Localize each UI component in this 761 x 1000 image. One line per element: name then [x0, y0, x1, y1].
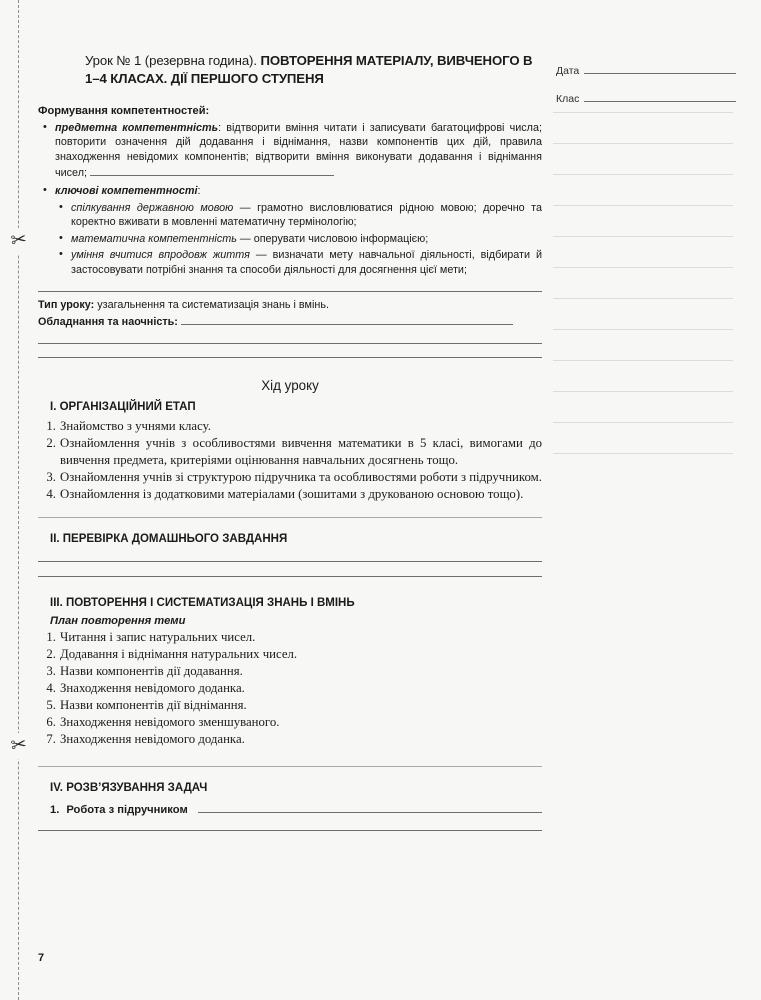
- lesson-number: Урок № 1 (резервна година).: [85, 53, 257, 68]
- list-item: 4. Знаходження невідомого доданка.: [46, 681, 245, 696]
- key-competency-text: — оперувати числовою інформацією;: [236, 232, 429, 245]
- list-item: 3. Назви компонентів дії додавання.: [46, 664, 243, 679]
- note-rule-line[interactable]: [553, 453, 733, 454]
- competency-subject-term: предметна компетентність: [55, 121, 219, 134]
- list-item-text: Знаходження невідомого зменшуваного.: [60, 714, 280, 729]
- section-divider: [38, 517, 542, 518]
- list-item-text: Назви компонентів дії додавання.: [60, 664, 243, 679]
- competency-key: [38, 184, 542, 277]
- revision-plan-list: [38, 629, 542, 748]
- list-item: 6. Знаходження невідомого зменшуваного.: [46, 714, 280, 729]
- date-row: [556, 62, 736, 77]
- note-rule-line[interactable]: [553, 267, 733, 268]
- key-competency-list: [55, 201, 542, 278]
- page-title: [38, 52, 542, 89]
- section-heading-iii: III. ПОВТОРЕННЯ І СИСТЕМАТИЗАЦІЯ ЗНАНЬ І ВМІНЬ: [50, 597, 355, 610]
- list-item: [55, 248, 542, 277]
- list-item-text: Ознайомлення із додатковими матеріалами (зошитами з друкованою основою тощо).: [60, 487, 524, 502]
- list-item-text: Додавання і віднімання натуральних чисел.: [60, 647, 298, 662]
- lesson-type-label: Тип уроку:: [38, 299, 95, 312]
- competencies-heading: Формування компетентностей:: [38, 104, 210, 117]
- date-label: Дата: [556, 65, 580, 77]
- note-rule-line[interactable]: [553, 391, 733, 392]
- notes-ruled-area: [553, 112, 733, 457]
- section-divider: [38, 766, 542, 767]
- note-rule-line[interactable]: [553, 298, 733, 299]
- note-rule-line[interactable]: [553, 205, 733, 206]
- list-item-text: Читання і запис натуральних чисел.: [60, 630, 256, 645]
- list-item: 5. Назви компонентів дії віднімання.: [46, 697, 247, 712]
- blank-write-line[interactable]: [38, 576, 542, 577]
- lesson-type-row: [38, 298, 542, 314]
- equipment-label: Обладнання та наочність:: [38, 315, 178, 328]
- competency-subject-fill[interactable]: [90, 165, 334, 176]
- page-number: 7: [38, 952, 45, 964]
- blank-write-line[interactable]: [38, 830, 542, 831]
- lesson-sheet: [38, 0, 542, 1000]
- note-rule-line[interactable]: [553, 143, 733, 144]
- plan-subheading: План повторення теми: [50, 615, 186, 628]
- list-item-text: Знаходження невідомого доданка.: [60, 731, 245, 746]
- cut-dashed-line: [18, 0, 19, 1000]
- date-input-line[interactable]: [584, 62, 736, 74]
- key-competency-text: — грамотно висловлюватися рідною мовою; доречно та коректно вживати в мовленні математичну термінологію;: [71, 201, 542, 229]
- key-competency-term: спілкування державною мовою: [71, 201, 234, 214]
- blank-write-line[interactable]: [38, 561, 542, 562]
- class-input-line[interactable]: [584, 90, 736, 102]
- note-rule-line[interactable]: [553, 236, 733, 237]
- list-item-text: Назви компонентів дії віднімання.: [60, 697, 247, 712]
- competency-key-text: :: [197, 185, 201, 198]
- note-rule-line[interactable]: [553, 422, 733, 423]
- list-item: 4. Ознайомлення із додатковими матеріалами (зошитами з друкованою основою тощо).: [46, 487, 524, 502]
- competency-subject: [38, 121, 542, 180]
- scissors-icon: ✂: [4, 226, 33, 255]
- task-label: Робота з підручником: [66, 803, 188, 816]
- equipment-fill[interactable]: [181, 314, 513, 325]
- section-heading-iv: IV. РОЗВ’ЯЗУВАННЯ ЗАДАЧ: [50, 781, 208, 794]
- note-rule-line[interactable]: [553, 174, 733, 175]
- course-heading: Хід уроку: [261, 378, 319, 394]
- class-label: Клас: [556, 93, 580, 105]
- class-row: [556, 90, 736, 105]
- task-row: [38, 801, 542, 816]
- competencies-list: [38, 121, 542, 277]
- section-heading-i: I. ОРГАНІЗАЦІЙНИЙ ЕТАП: [50, 401, 196, 414]
- equipment-row: [38, 314, 542, 331]
- list-item-text: Знайомство з учнями класу.: [60, 419, 211, 434]
- section-heading-ii: II. ПЕРЕВІРКА ДОМАШНЬОГО ЗАВДАННЯ: [50, 533, 288, 546]
- list-item-text: Знаходження невідомого доданка.: [60, 681, 245, 696]
- competency-key-term: ключові компетентності: [55, 185, 198, 198]
- list-item: 2. Ознайомлення учнів з особливостями вивчення математики в 5 класі, вимогами до вивчення предмета, критеріями оцінювання навчальних досягнень тощо.: [46, 436, 542, 468]
- key-competency-term: математична компетентність: [71, 232, 237, 245]
- scissors-icon: ✂: [4, 731, 33, 760]
- key-competency-text: — визначати мету навчальної діяльності, відбирати й застосовувати потрібні знання та способи діяльності для досягнення цієї мети;: [71, 249, 542, 276]
- organizational-stage-list: [38, 418, 542, 503]
- list-item: [55, 201, 542, 230]
- list-item: 7. Знаходження невідомого доданка.: [46, 731, 245, 746]
- note-rule-line[interactable]: [553, 360, 733, 361]
- blank-write-line[interactable]: [38, 343, 542, 344]
- list-item: 1. Читання і запис натуральних чисел.: [46, 630, 256, 645]
- list-item: 3. Ознайомлення учнів зі структурою підручника та особливостями роботи з підручником.: [46, 470, 542, 485]
- blank-write-line[interactable]: [38, 291, 542, 292]
- blank-write-line[interactable]: [38, 357, 542, 358]
- list-item: 1. Знайомство з учнями класу.: [46, 419, 211, 434]
- lesson-type-value: узагальнення та систематизація знань і вмінь.: [94, 299, 329, 312]
- note-rule-line[interactable]: [553, 329, 733, 330]
- key-competency-term: уміння вчитися впродовж життя: [71, 249, 250, 262]
- competency-subject-text: : відтворити вміння читати і записувати багатоцифрові числа; повторити означення дій додавання і віднімання, назви компонентів цих дій, правила знаходження невідомих компонентів; відтворити вміння виконувати додавання і віднімання чисел;: [55, 121, 542, 179]
- list-item-text: Ознайомлення учнів зі структурою підручника та особливостями роботи з підручником.: [60, 470, 542, 485]
- lesson-topic: ПОВТОРЕННЯ МАТЕРІАЛУ, ВИВЧЕНОГО В 1–4 КЛАСАХ. ДІЇ ПЕРШОГО СТУПЕНЯ: [85, 53, 533, 87]
- list-item: 2. Додавання і віднімання натуральних чисел.: [46, 647, 298, 662]
- list-item-text: Ознайомлення учнів з особливостями вивчення математики в 5 класі, вимогами до вивчення предмета, критеріями оцінювання навчальних досягнень тощо.: [60, 436, 542, 468]
- task-number: 1.: [50, 803, 60, 816]
- meta-block: [556, 62, 736, 118]
- list-item: [55, 232, 542, 247]
- task-fill[interactable]: [198, 801, 542, 813]
